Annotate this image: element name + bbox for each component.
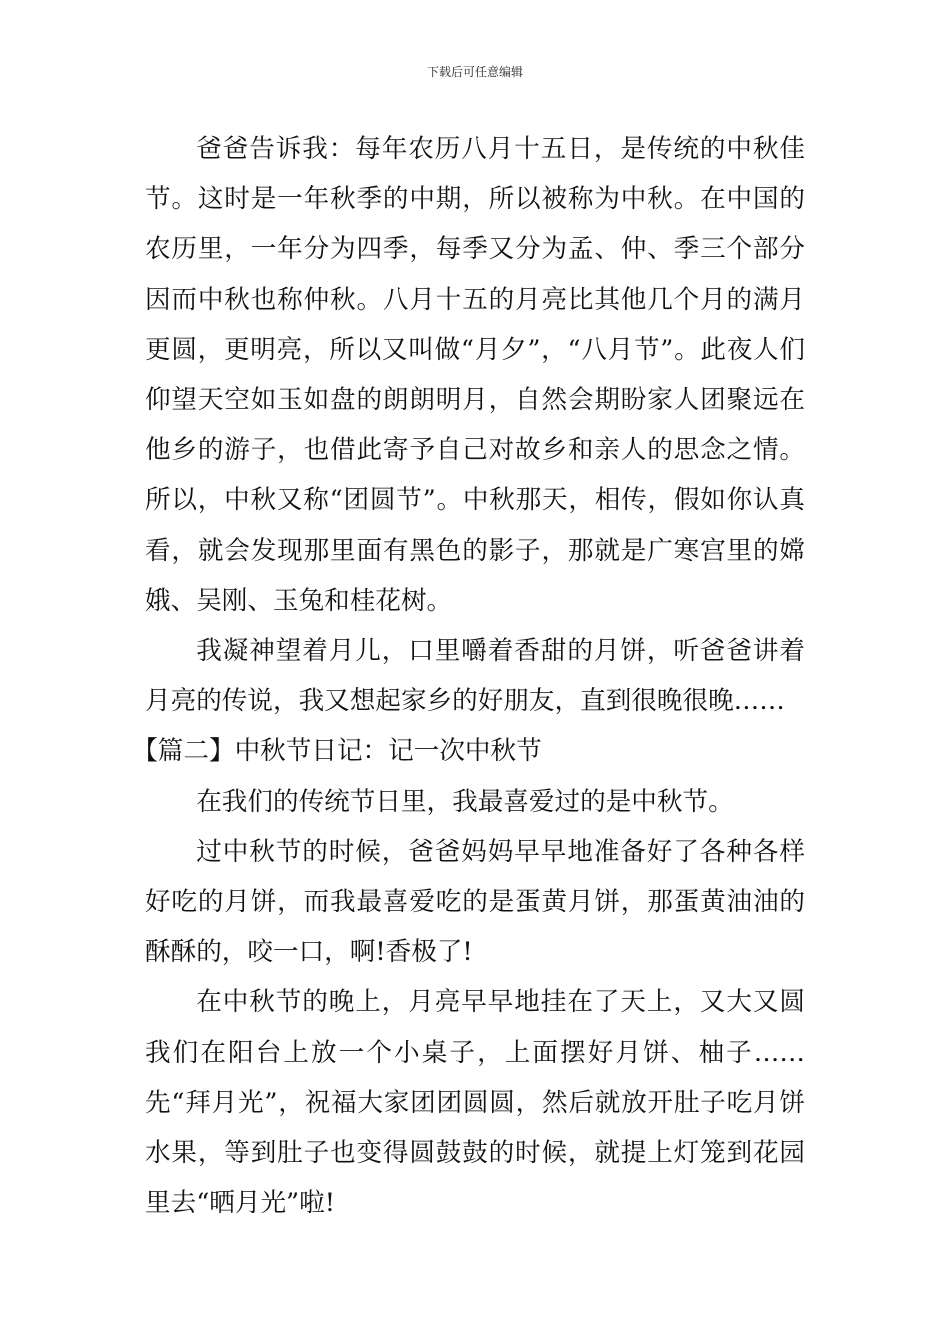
paragraph-favorite-festival: 在我们的传统节日里，我最喜爱过的是中秋节。 [196, 786, 734, 817]
page-header: 下载后可任意编辑 [426, 65, 523, 79]
paragraph-mooncakes: 过中秋节的时候，爸爸妈妈早早地准备好了各种各样好吃的月饼，而我最喜爱吃的是蛋黄月饼，那蛋黄油油的酥酥的，咬一口，啊!香极了! [145, 836, 805, 968]
paragraph-mid-autumn-legend: 爸爸告诉我：每年农历八月十五日，是传统的中秋佳节。这时是一年秋季的中期，所以被称为中秋。在中国的农历里，一年分为四季，每季又分为孟、仲、季三个部分因而中秋也称仲秋。八月十五的月亮比其他几个月的满月更圆，更明亮，所以又叫做“月夕”，“八月节”。此夜人们仰望天空如玉如盘的朗朗明月，自然会期盼家人团聚远在他乡的游子，也借此寄予自己对故乡和亲人的思念之情。所以，中秋又称“团圆节”。中秋那天，相传，假如你认真看，就会发现那里面有黑色的影子，那就是广寒宫里的嫦娥、吴刚、玉兔和桂花树。 [145, 134, 805, 616]
section-heading: 【篇二】中秋节日记：记一次中秋节 [132, 736, 542, 767]
paragraph-moon-watching: 我凝神望着月儿，口里嚼着香甜的月饼，听爸爸讲着月亮的传说，我又想起家乡的好朋友，直到很晚很晚…… [145, 636, 805, 717]
paragraph-evening-celebration: 在中秋节的晚上，月亮早早地挂在了天上，又大又圆我们在阳台上放一个小桌子，上面摆好月饼、柚子……先“拜月光”，祝福大家团团圆圆，然后就放开肚子吃月饼水果，等到肚子也变得圆鼓鼓的时候，就提上灯笼到花园里去“晒月光”啦! [145, 987, 805, 1219]
document-body [132, 124, 805, 1228]
